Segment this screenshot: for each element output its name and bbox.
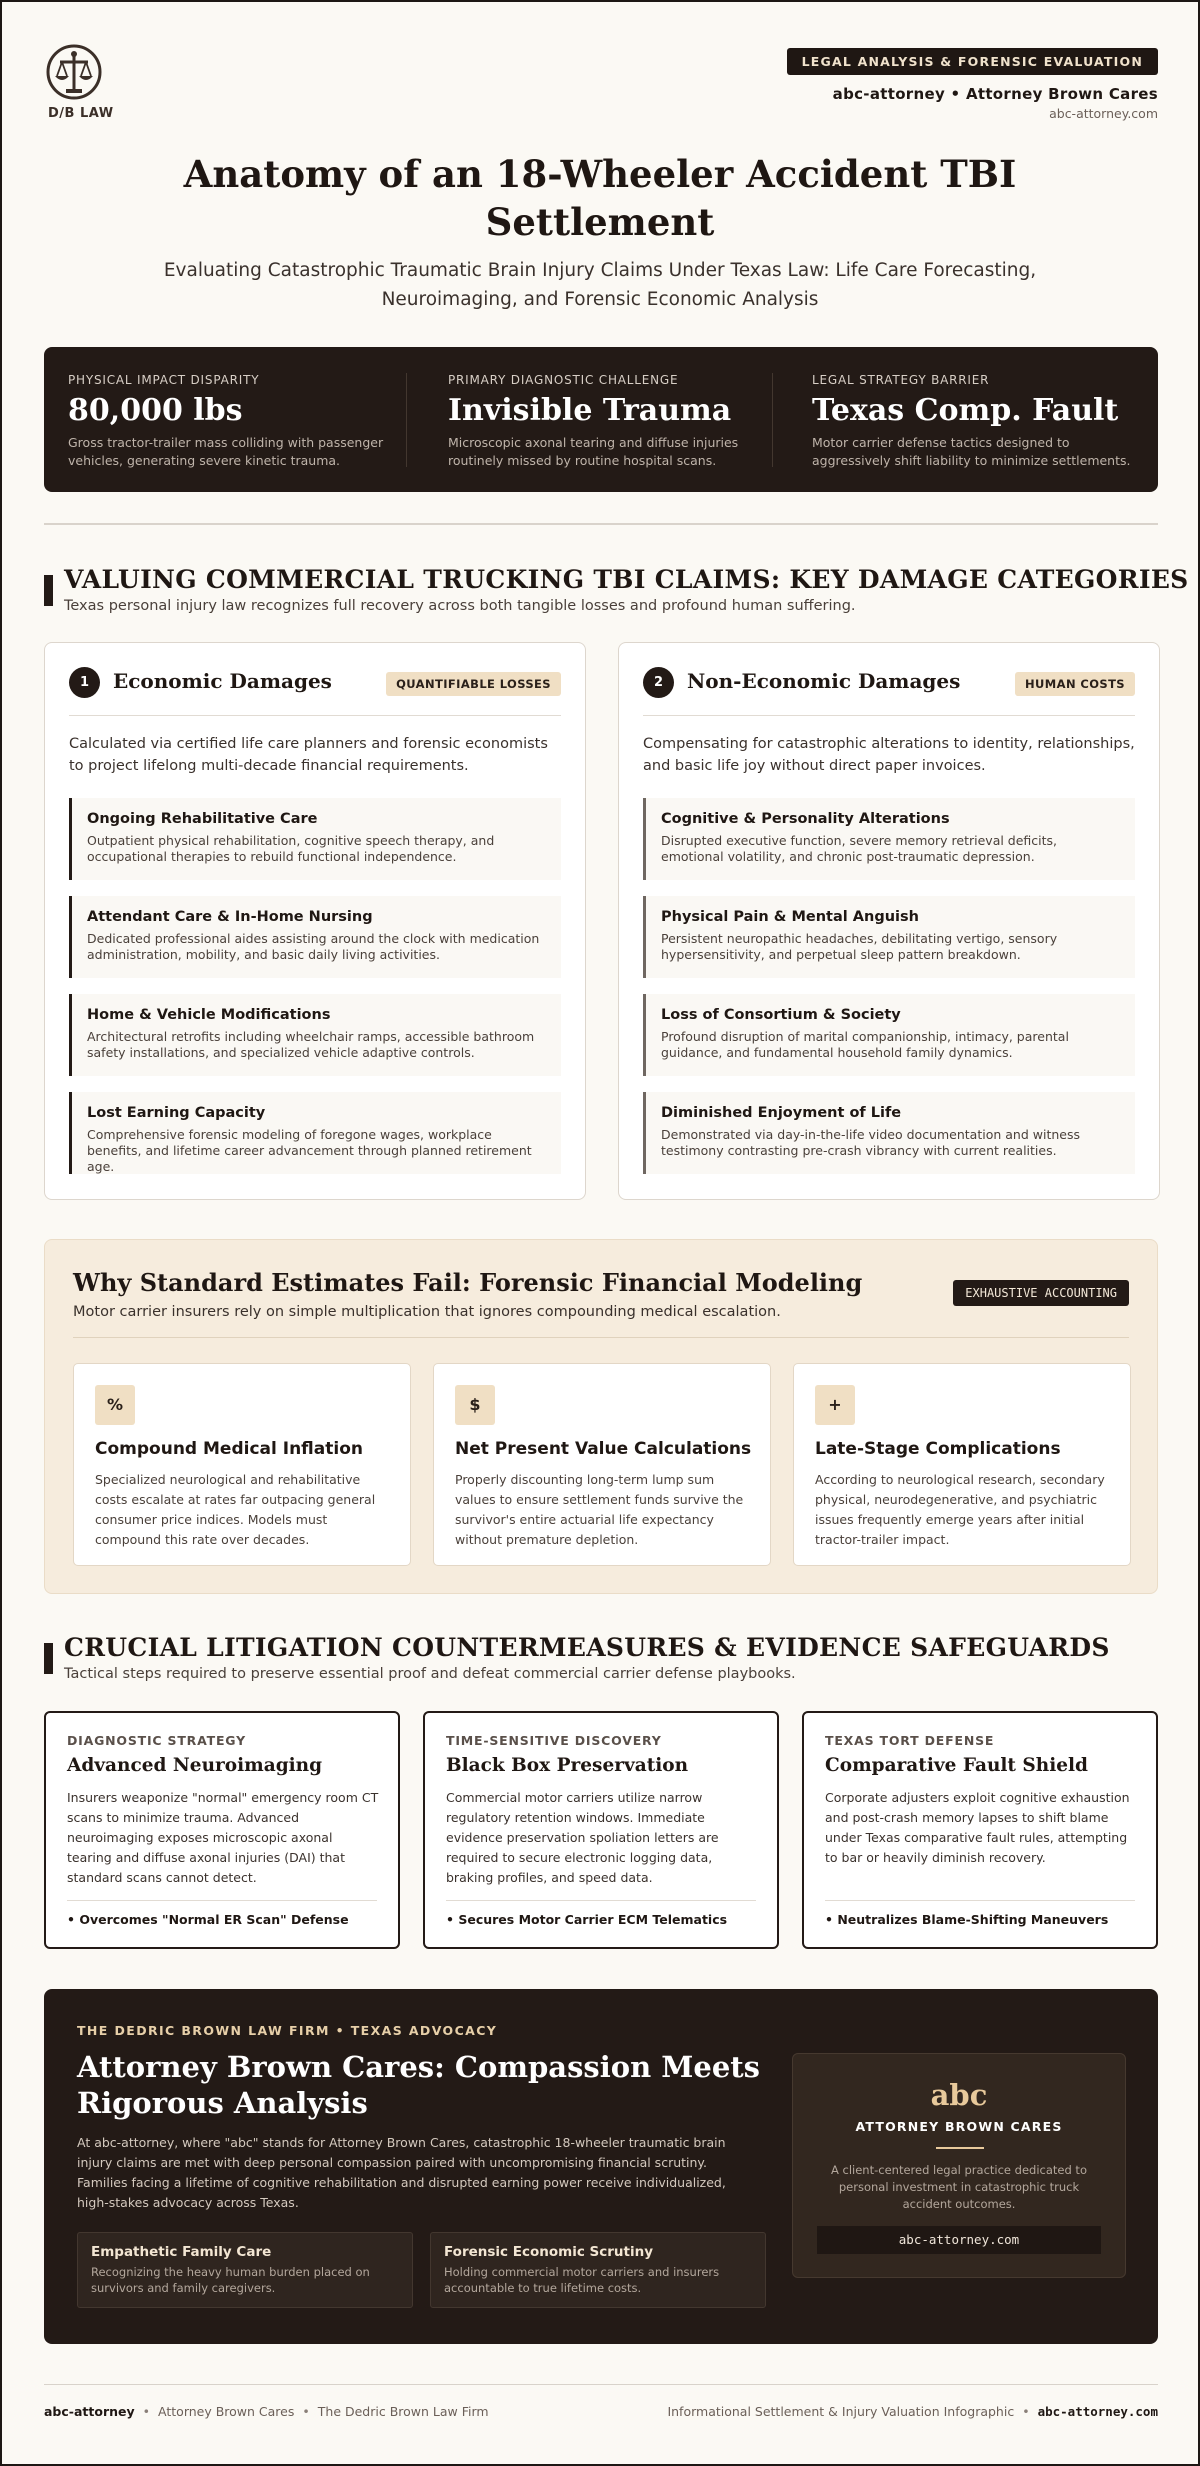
litigation-card-title: Comparative Fault Shield	[825, 1755, 1088, 1776]
firm-pillar-desc: Recognizing the heavy human burden placed on survivors and family caregivers.	[91, 2265, 370, 2295]
litigation-card-divider	[67, 1900, 377, 1901]
litigation-card-comparative-fault	[802, 1711, 1158, 1949]
firm-brand-name: ATTORNEY BROWN CARES	[855, 2119, 1063, 2134]
page-title: Anatomy of an 18-Wheeler Accident TBI Settlement	[183, 152, 1017, 244]
economic-damages-card	[44, 642, 586, 1200]
footer-item: The Dedric Brown Law Firm	[317, 2404, 489, 2419]
litigation-card-kicker: TEXAS TORT DEFENSE	[825, 1733, 995, 1748]
infographic-page	[2, 2, 1198, 2464]
damage-item	[643, 896, 1135, 978]
firm-pillar-family-care	[77, 2232, 413, 2308]
litigation-section-title: CRUCIAL LITIGATION COUNTERMEASURES & EVIDENCE SAFEGUARDS	[64, 1633, 1110, 1662]
footer-separator: •	[302, 2404, 310, 2419]
litigation-card-title: Advanced Neuroimaging	[67, 1755, 323, 1776]
litigation-card-footer: • Neutralizes Blame-Shifting Maneuvers	[825, 1912, 1109, 1927]
card-intro: Compensating for catastrophic alterations to identity, relationships, and basic life joy without direct paper invoices.	[643, 736, 1135, 774]
dollar-icon: $	[455, 1385, 495, 1425]
header-meta	[787, 48, 1158, 121]
stat-desc: Microscopic axonal tearing and diffuse injuries routinely missed by routine hospital scans.	[448, 435, 739, 468]
litigation-card-desc: Commercial motor carriers utilize narrow regulatory retention windows. Immediate evidence preservation spoliation letters are required to secure electronic logging data, braking profiles, and speed data.	[446, 1790, 719, 1885]
firm-kicker: THE DEDRIC BROWN LAW FIRM • TEXAS ADVOCACY	[77, 2023, 498, 2038]
litigation-card-desc: Insurers weaponize "normal" emergency room CT scans to minimize trauma. Advanced neuroimaging exposes microscopic axonal tearing and diffuse axonal injuries (DAI) that standard scans cannot detect.	[67, 1790, 379, 1885]
forensic-modeling-panel	[44, 1239, 1158, 1594]
damage-item-desc: Disrupted executive function, severe memory retrieval deficits, emotional volatility, and chronic post-traumatic depression.	[661, 833, 1058, 864]
litigation-card-title: Black Box Preservation	[446, 1755, 689, 1776]
header-badge: LEGAL ANALYSIS & FORENSIC EVALUATION	[787, 48, 1158, 75]
damage-item	[643, 798, 1135, 880]
litigation-card-footer: • Secures Motor Carrier ECM Telematics	[446, 1912, 728, 1927]
stat-value: 80,000 lbs	[68, 393, 243, 428]
stat-value: Texas Comp. Fault	[812, 393, 1119, 428]
footer-separator: •	[142, 2404, 151, 2419]
card-number: 1	[69, 667, 100, 698]
card-title: Non-Economic Damages	[687, 669, 961, 693]
firm-brand-mark: abc	[930, 2078, 988, 2112]
stat-divider	[772, 373, 773, 467]
header-url[interactable]: abc-attorney.com	[1049, 106, 1158, 121]
firm-desc: At abc-attorney, where "abc" stands for Attorney Brown Cares, catastrophic 18-wheeler traumatic brain injury claims are met with deep personal compassion paired with uncompromising financial scrutiny. Families facing a lifetime of cognitive rehabilitation and disrupted earning power receive individualized, high-stakes advocacy across Texas.	[77, 2135, 726, 2210]
damage-item	[69, 994, 561, 1076]
stat-label: PHYSICAL IMPACT DISPARITY	[68, 373, 260, 387]
firm-pillar-title: Empathetic Family Care	[91, 2244, 272, 2260]
section-marker	[44, 575, 53, 606]
litigation-section-subtitle: Tactical steps required to preserve essential proof and defeat commercial carrier defense playbooks.	[64, 1666, 796, 1682]
firm-brand-rule	[936, 2147, 984, 2149]
forensic-subtitle: Motor carrier insurers rely on simple multiplication that ignores compounding medical escalation.	[73, 1304, 781, 1320]
damages-section-subtitle: Texas personal injury law recognizes full recovery across both tangible losses and profound human suffering.	[64, 598, 856, 614]
firm-title: Attorney Brown Cares: Compassion Meets Rigorous Analysis	[77, 2050, 760, 2120]
forensic-card-desc: Properly discounting long-term lump sum values to ensure settlement funds survive the survivor's entire actuarial life expectancy without premature depletion.	[455, 1472, 744, 1547]
firm-pillar-title: Forensic Economic Scrutiny	[444, 2244, 654, 2260]
stat-value: Invisible Trauma	[448, 393, 732, 428]
damage-item	[69, 896, 561, 978]
firm-section	[44, 1989, 1158, 2344]
card-number: 2	[643, 667, 674, 698]
stat-label: LEGAL STRATEGY BARRIER	[812, 373, 990, 387]
damage-item-title: Ongoing Rehabilitative Care	[87, 811, 318, 827]
litigation-card-desc: Corporate adjusters exploit cognitive exhaustion and post-crash memory lapses to shift blame under Texas comparative fault rules, attempting to bar or heavily diminish recovery.	[825, 1790, 1130, 1865]
forensic-card-title: Compound Medical Inflation	[95, 1439, 363, 1459]
firm-brand-panel	[792, 2053, 1126, 2278]
damage-item-title: Cognitive & Personality Alterations	[661, 811, 950, 827]
firm-pillar-economic-scrutiny	[430, 2232, 766, 2308]
forensic-card-complications	[793, 1363, 1131, 1566]
card-divider	[69, 715, 561, 716]
litigation-card-kicker: DIAGNOSTIC STRATEGY	[67, 1733, 246, 1748]
plus-icon: +	[815, 1385, 855, 1425]
damage-item-title: Loss of Consortium & Society	[661, 1007, 901, 1023]
stat-label: PRIMARY DIAGNOSTIC CHALLENGE	[448, 373, 679, 387]
forensic-divider	[73, 1337, 1129, 1338]
section-marker	[44, 1643, 53, 1674]
footer-left	[44, 2404, 489, 2419]
footer-brand: abc-attorney	[44, 2404, 135, 2419]
damage-item-desc: Profound disruption of marital companionship, intimacy, parental guidance, and fundamental household family dynamics.	[661, 1029, 1069, 1060]
forensic-card-desc: Specialized neurological and rehabilitative costs escalate at rates far outpacing general consumer price indices. Models must compound this rate over decades.	[95, 1472, 376, 1547]
card-divider	[643, 715, 1135, 716]
litigation-card-black-box	[423, 1711, 779, 1949]
damage-item-desc: Comprehensive forensic modeling of foregone wages, workplace benefits, and lifetime career advancement through planned retirement age.	[87, 1127, 532, 1174]
stat-legal	[812, 373, 1137, 470]
damage-item	[643, 994, 1135, 1076]
stat-divider	[406, 373, 407, 467]
damage-item-title: Physical Pain & Mental Anguish	[661, 909, 919, 925]
firm-brand-desc: A client-centered legal practice dedicated to personal investment in catastrophic truck accident outcomes.	[831, 2163, 1087, 2211]
forensic-card-title: Late-Stage Complications	[815, 1439, 1061, 1459]
card-intro: Calculated via certified life care planners and forensic economists to project lifelong multi-decade financial requirements.	[69, 736, 548, 774]
divider	[44, 523, 1158, 525]
damage-item-desc: Demonstrated via day-in-the-life video documentation and witness testimony contrasting pre-crash vibrancy with current realities.	[661, 1127, 1080, 1158]
stat-impact	[68, 373, 398, 470]
damage-item-desc: Outpatient physical rehabilitation, cognitive speech therapy, and occupational therapies to rebuild functional independence.	[87, 833, 495, 864]
header	[44, 44, 1158, 134]
damages-section-title: VALUING COMMERCIAL TRUCKING TBI CLAIMS: KEY DAMAGE CATEGORIES	[64, 565, 1189, 594]
footer-item: Attorney Brown Cares	[158, 2404, 295, 2419]
stats-band	[44, 347, 1158, 492]
stat-desc: Motor carrier defense tactics designed to aggressively shift liability to minimize settlements.	[812, 435, 1131, 468]
damage-item	[643, 1092, 1135, 1174]
litigation-card-footer: • Overcomes "Normal ER Scan" Defense	[67, 1912, 349, 1927]
logo	[44, 44, 114, 124]
forensic-card-title: Net Present Value Calculations	[455, 1439, 752, 1459]
footer-url[interactable]: abc-attorney.com	[1037, 2404, 1158, 2419]
footer-right	[667, 2404, 1158, 2419]
damage-item-title: Home & Vehicle Modifications	[87, 1007, 331, 1023]
forensic-card-npv	[433, 1363, 771, 1566]
card-tag: HUMAN COSTS	[1015, 672, 1135, 696]
non-economic-damages-card	[618, 642, 1160, 1200]
firm-pillar-desc: Holding commercial motor carriers and insurers accountable to true lifetime costs.	[444, 2265, 720, 2295]
damage-item-desc: Dedicated professional aides assisting around the clock with medication administration, mobility, and basic daily living activities.	[87, 931, 540, 962]
firm-brand-url[interactable]: abc-attorney.com	[817, 2226, 1101, 2254]
card-title: Economic Damages	[113, 669, 332, 693]
damage-item-desc: Architectural retrofits including wheelchair ramps, accessible bathroom safety installations, and specialized vehicle adaptive controls.	[87, 1029, 535, 1060]
litigation-card-kicker: TIME-SENSITIVE DISCOVERY	[446, 1733, 662, 1748]
litigation-card-divider	[825, 1900, 1135, 1901]
stat-desc: Gross tractor-trailer mass colliding with passenger vehicles, generating severe kinetic trauma.	[68, 435, 384, 468]
damage-item-desc: Persistent neuropathic headaches, debilitating vertigo, sensory hypersensitivity, and perpetual sleep pattern breakdown.	[661, 931, 1058, 962]
page-subtitle: Evaluating Catastrophic Traumatic Brain Injury Claims Under Texas Law: Life Care Forecasting, Neuroimaging, and Forensic Economic Analysis	[163, 260, 1037, 310]
percent-icon: %	[95, 1385, 135, 1425]
forensic-card-desc: According to neurological research, secondary physical, neurodegenerative, and psychiatric issues frequently emerge years after initial tractor-trailer impact.	[815, 1472, 1105, 1547]
litigation-card-neuroimaging	[44, 1711, 400, 1949]
footer-separator: •	[1022, 2404, 1030, 2419]
damage-item	[69, 798, 561, 880]
forensic-title: Why Standard Estimates Fail: Forensic Financial Modeling	[73, 1268, 863, 1297]
damage-item-title: Lost Earning Capacity	[87, 1105, 266, 1121]
scales-of-justice-icon	[44, 44, 104, 104]
stat-diagnostic	[448, 373, 758, 470]
logo-text: D/B LAW	[48, 106, 114, 121]
footer-caption: Informational Settlement & Injury Valuation Infographic	[667, 2404, 1015, 2419]
forensic-card-inflation	[73, 1363, 411, 1566]
divider	[44, 2384, 1158, 2385]
damage-item	[69, 1092, 561, 1174]
damage-item-title: Diminished Enjoyment of Life	[661, 1105, 902, 1121]
header-brand: abc-attorney • Attorney Brown Cares	[832, 85, 1158, 103]
litigation-card-divider	[446, 1900, 756, 1901]
forensic-badge: EXHAUSTIVE ACCOUNTING	[953, 1280, 1129, 1306]
damage-item-title: Attendant Care & In-Home Nursing	[87, 909, 373, 925]
card-tag: QUANTIFIABLE LOSSES	[386, 672, 561, 696]
